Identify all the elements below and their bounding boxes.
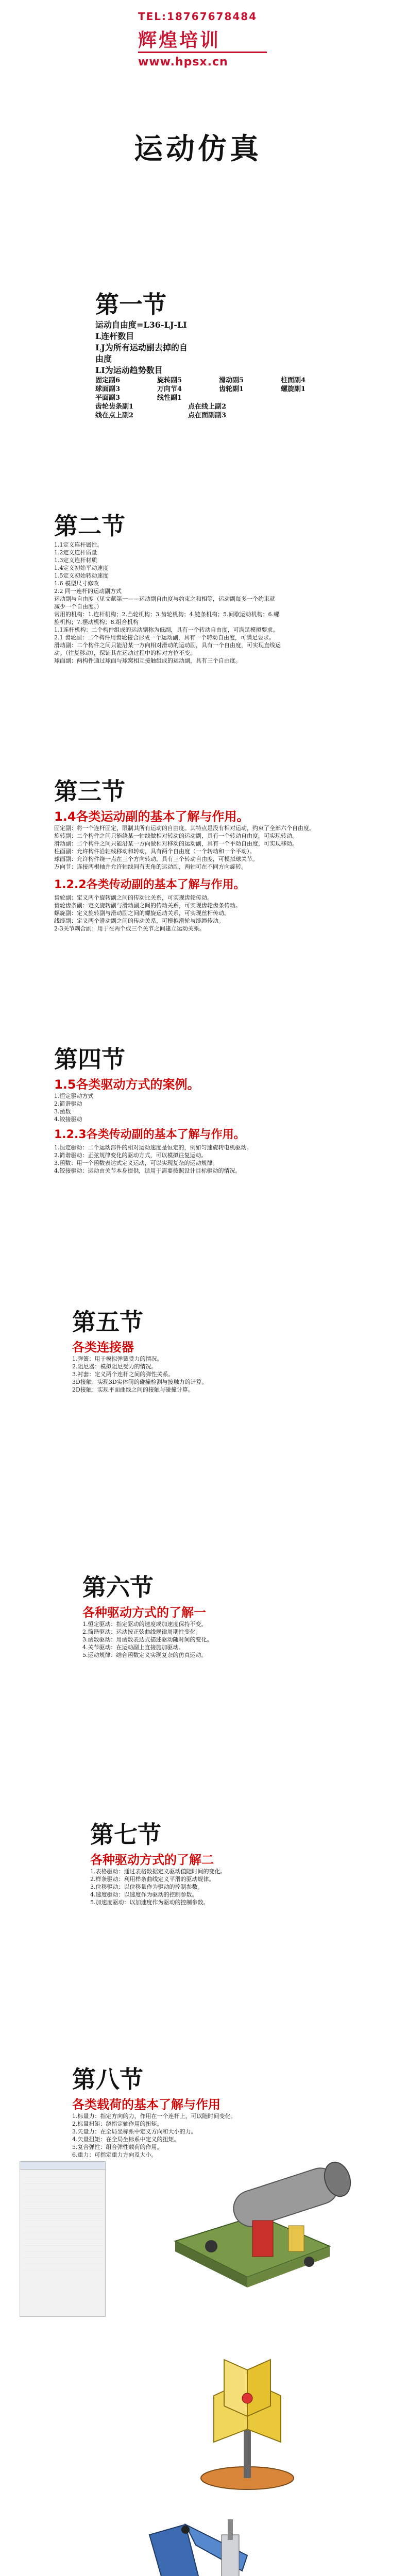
s3-line: 柱面副：允许构件沿轴线移动和转动，具有两个自由度（一个转动和一个平动）。 — [54, 848, 256, 855]
grid-cell: 平面副3 — [95, 394, 121, 402]
grid-cell: 球面副3 — [95, 385, 121, 393]
grid-cell: 线性副1 — [157, 394, 182, 402]
section-8-title: 第八节 — [72, 2065, 143, 2093]
grid-cell: 点在线上副2 — [188, 403, 227, 411]
s2-line: 球面副：两构件通过球面与球窝相互接触组成的运动副，具有三个自由度。 — [54, 657, 241, 664]
section-5-subtitle: 各类连接器 — [72, 1340, 134, 1354]
s1-line: 运动自由度=L36-LJ-LI — [95, 320, 187, 330]
s4-line: 1.恒定驱动：二个运动部件的相对运动速度是恒定的，例如匀速旋转电机驱动。 — [54, 1144, 252, 1151]
grid-cell: 齿轮齿条副1 — [95, 403, 134, 411]
s2-line: 1.3定义连杆材质 — [54, 557, 97, 564]
s2-line: 1.1定义连杆属性。 — [54, 541, 103, 548]
tree-panel-header — [20, 2162, 105, 2170]
s3-line: 2-3关节耦合副：用于在两个或三个关节之间建立运动关系。 — [54, 925, 205, 932]
s2-line: 2.1 齿轮副：二个构件用齿轮接合形成一个运动副，具有一个转动自由度，可满足要求。 — [54, 634, 275, 641]
s2-line: 2.2 同一连杆的运动副方式 — [54, 588, 122, 595]
s5-line: 3.衬套：定义两个连杆之间的弹性关系。 — [72, 1371, 174, 1378]
s8-line: 4.矢量扭矩：在全局坐标系中定义的扭矩。 — [72, 2136, 180, 2143]
s2-line: 1.1连杆机构：二个构件组成的运动副称为低副，具有一个转动自由度，可满足模拟要求。 — [54, 626, 279, 633]
grid-cell: 柱面副4 — [281, 377, 306, 384]
s2-line: 减少一个自由度。） — [54, 603, 103, 610]
s2-line: 动。（往复移动），保证其在运动过程中的相对方位不变。 — [54, 650, 196, 656]
section-6-subtitle: 各种驱动方式的了解一 — [82, 1605, 206, 1620]
s8-line: 1.标量力：指定方向的力，作用在一个连杆上，可以随时间变化。 — [72, 2113, 236, 2120]
s5-line: 1.弹簧：用于模拟弹簧受力的情况。 — [72, 1355, 163, 1362]
section-3-body-a — [54, 824, 363, 871]
section-4-body-a — [54, 1092, 94, 1123]
s2-line: 常用的机构：1.连杆机构；2.凸轮机构；3.齿轮机构；4.链条机构；5.间歇运动机构；6.螺 — [54, 611, 279, 618]
section-7-subtitle: 各种驱动方式的了解二 — [90, 1853, 214, 1867]
header-website: www.hpsx.cn — [138, 56, 228, 69]
s3-line: 齿轮齿条副：定义旋转副与滑动副之间的传动关系，可实现齿轮齿条传动。 — [54, 902, 241, 909]
s4-line: 4.铰接驱动 — [54, 1116, 82, 1123]
s2-line: 1.4定义初始平动速度 — [54, 565, 109, 571]
s3-line: 滑动副：二个构件之间只能沿某一方向做相对移动的运动副，具有一个平动自由度，可实现移动。 — [54, 840, 298, 847]
grid-cell: 万向节4 — [157, 385, 182, 393]
section-4-subtitle: 1.5各类驱动方式的案例。 — [54, 1077, 200, 1092]
s1-joint-grid-tail — [95, 402, 343, 420]
s7-line: 3.位移驱动：以位移量作为驱动的控制参数。 — [90, 1884, 204, 1890]
s1-line: L连杆数目 — [95, 331, 134, 341]
s7-line: 5.加速度驱动：以加速度作为驱动的控制参数。 — [90, 1899, 209, 1906]
s1-line: LJ为所有运动副去掉的自 — [95, 343, 188, 352]
s6-line: 2.简谐驱动：运动按正弦曲线规律周期性变化。 — [82, 1629, 201, 1635]
section-6-title: 第六节 — [82, 1573, 154, 1601]
s3-line: 齿轮副：定义两个旋转副之间的传动比关系，可实现齿轮传动。 — [54, 894, 213, 901]
section-8-subtitle: 各类载荷的基本了解与作用 — [72, 2097, 221, 2112]
s8-line: 3.矢量力：在全局坐标系中定义方向和大小的力。 — [72, 2128, 197, 2135]
s6-line: 3.函数驱动：用函数表达式描述驱动随时间的变化。 — [82, 1636, 213, 1643]
section-5-body — [72, 1355, 361, 1394]
s3-line: 线缆副：定义两个滑动副之间的传动关系，可模拟滑轮与缆绳传动。 — [54, 918, 224, 924]
s6-line: 4.关节驱动：在运动副上直接施加驱动。 — [82, 1644, 184, 1651]
s7-line: 2.样条驱动：利用样条曲线定义平滑的驱动规律。 — [90, 1876, 215, 1883]
s4-line: 2.简谐驱动 — [54, 1100, 82, 1107]
s2-line: 1.6 模型尺寸修改 — [54, 580, 99, 587]
s2-line: 运动副与自由度（见文献第一——运动副自由度与约束之和相等，运动副每多一个约束就 — [54, 596, 275, 602]
section-2-body — [54, 541, 353, 665]
tree-panel-content — [20, 2170, 105, 2277]
s4-line: 3.函数：用一个函数表达式定义运动，可以实现复杂的运动规律。 — [54, 1160, 218, 1166]
section-1-body — [95, 319, 343, 420]
grid-cell: 固定副6 — [95, 377, 121, 384]
s6-line: 5.运动规律：结合函数定义实现复杂的仿真运动。 — [82, 1652, 207, 1658]
mechanism-image-2 — [170, 2339, 325, 2499]
section-4-body-b — [54, 1144, 363, 1175]
s6-line: 1.恒定驱动：指定驱动的速度或加速度保持不变。 — [82, 1621, 207, 1628]
s4-line: 4.铰接驱动：运动由关节本身提供，适用于需要按照设计目标驱动的情况。 — [54, 1167, 241, 1174]
s3-line: 螺旋副：定义旋转副与滑动副之间的螺旋运动关系，可实现丝杆传动。 — [54, 910, 230, 917]
s2-line: 1.2定义连杆质量 — [54, 549, 97, 556]
s1-line: LI为运动趋势数目 — [95, 365, 163, 375]
mechanism-image-1 — [155, 2159, 371, 2313]
s2-line: 旋机构；7.摆动机构；8.组合机构 — [54, 619, 139, 625]
section-3-body-b — [54, 894, 363, 933]
s3-line: 旋转副：二个构件之间只能绕某一轴线做相对转动的运动副，具有一个转动自由度，可实现转动。 — [54, 833, 298, 839]
s1-joint-grid — [95, 376, 343, 402]
section-1-title: 第一节 — [95, 291, 166, 318]
section-7-body — [90, 1868, 379, 1906]
section-4-title: 第四节 — [54, 1045, 125, 1073]
s4-line: 2.简谐驱动：正弦规律变化的驱动方式，可以模拟往复运动。 — [54, 1152, 207, 1159]
s8-line: 6.重力：可指定重力方向及大小。 — [72, 2151, 157, 2158]
header-tel: TEL:18767678484 — [138, 10, 258, 23]
section-3-subtitle: 1.4各类运动副的基本了解与作用。 — [54, 809, 249, 824]
tree-panel — [20, 2161, 106, 2317]
s8-line: 2.标量扭矩：绕指定轴作用的扭矩。 — [72, 2121, 163, 2127]
section-3-subtitle-2: 1.2.2各类传动副的基本了解与作用。 — [54, 878, 245, 891]
s5-line: 2D接触：实现平面曲线之间的接触与碰撞计算。 — [72, 1386, 194, 1393]
s1-line: 由度 — [95, 354, 112, 364]
grid-cell: 齿轮副1 — [219, 385, 244, 393]
s2-line: 1.5定义初始转动速度 — [54, 572, 109, 579]
grid-cell: 旋转副5 — [157, 377, 182, 384]
mechanism-image-3 — [118, 2514, 294, 2576]
s3-line: 固定副：将一个连杆固定，限制其所有运动的自由度。其特点是没有相对运动，约束了全部六个自由度。 — [54, 825, 315, 832]
brand-decoration — [138, 52, 267, 53]
s2-line: 滑动副：二个构件之间只能沿某一方向相对滑动的运动副，具有一个自由度，可实现直线运 — [54, 642, 281, 649]
page-title: 运动仿真 — [134, 132, 262, 166]
s4-line: 1.恒定驱动方式 — [54, 1093, 94, 1099]
s3-line: 球面副：允许构件绕一点在三个方向转动，具有三个转动自由度，可模拟球关节。 — [54, 856, 258, 862]
s4-line: 3.函数 — [54, 1108, 71, 1115]
grid-cell: 螺旋副1 — [281, 385, 306, 393]
grid-cell: 滑动副5 — [219, 377, 244, 384]
s5-line: 2.阻尼器：模拟阻尼受力的情况。 — [72, 1363, 157, 1370]
header-brand: 辉煌培训 — [138, 29, 221, 51]
section-6-body — [82, 1620, 371, 1659]
section-7-title: 第七节 — [90, 1821, 161, 1849]
section-4-subtitle-2: 1.2.3各类传动副的基本了解与作用。 — [54, 1128, 245, 1141]
s7-line: 1.表格驱动：通过表格数据定义驱动值随时间的变化。 — [90, 1868, 226, 1875]
tree-list[interactable] — [23, 2172, 102, 2275]
section-3-title: 第三节 — [54, 777, 125, 805]
s7-line: 4.速度驱动：以速度作为驱动的控制参数。 — [90, 1891, 198, 1898]
section-2-title: 第二节 — [54, 512, 125, 540]
s5-line: 3D接触：实现3D实体间的碰撞检测与接触力的计算。 — [72, 1379, 208, 1385]
section-8-body — [72, 2112, 361, 2159]
s3-line: 万向节：连接两根轴并允许轴线间有夹角的运动副，两轴可在不同方向旋转。 — [54, 863, 247, 870]
s8-line: 5.复合弹性：组合弹性载荷的作用。 — [72, 2144, 163, 2150]
grid-cell: 点在面副副3 — [188, 412, 227, 419]
section-5-title: 第五节 — [72, 1308, 143, 1336]
grid-cell: 线在点上副2 — [95, 412, 134, 419]
